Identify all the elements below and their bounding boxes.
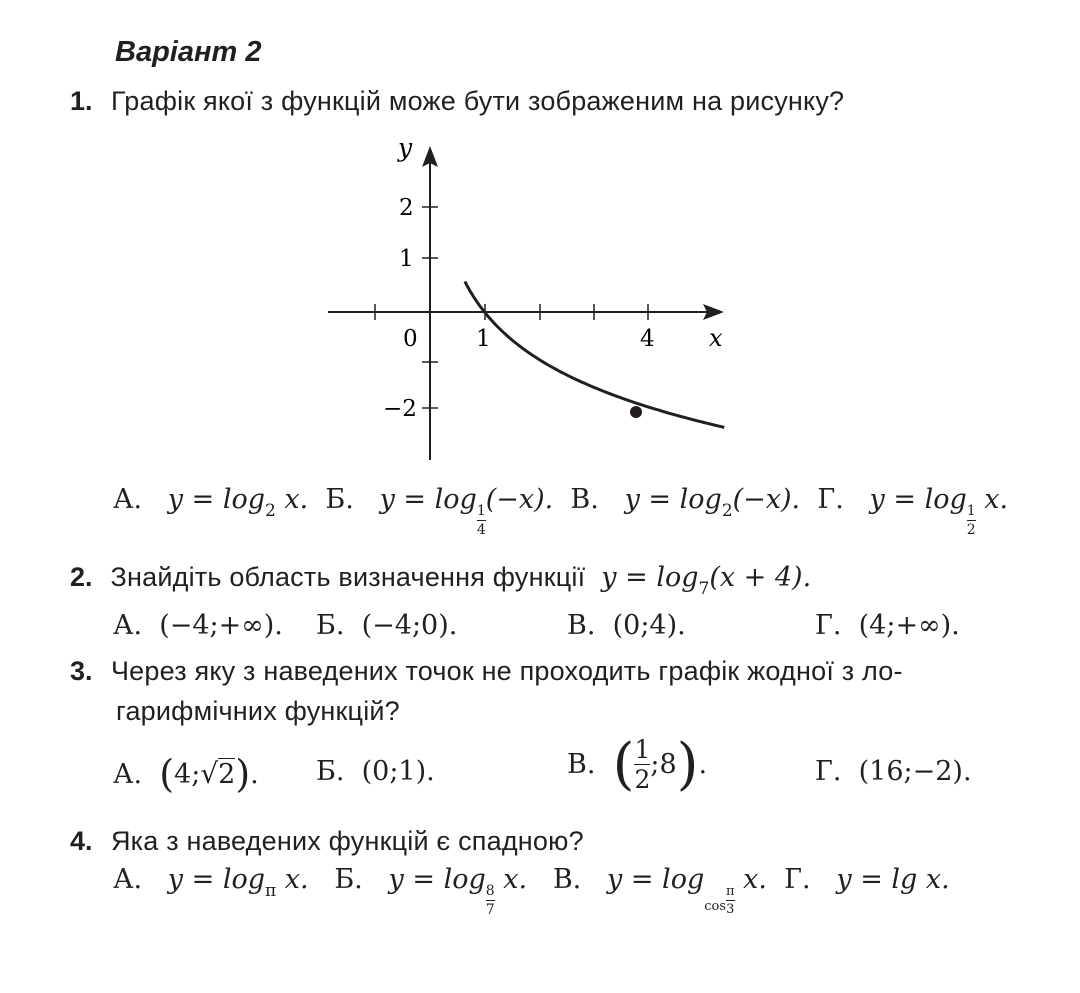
paren-close: ) xyxy=(235,752,251,796)
question-4-text: Яка з наведених функцій є спадною? xyxy=(110,826,584,856)
fraction-numerator: 1 xyxy=(634,735,651,764)
question-2-func: y = log xyxy=(601,562,699,593)
answer-a-coord: 4; xyxy=(174,759,201,790)
answer-a-base: π xyxy=(265,881,277,901)
answer-d-letter: Г. xyxy=(815,610,842,641)
answer-a-base: 2 xyxy=(265,501,276,521)
answer-c-letter: В. xyxy=(570,484,599,515)
answer-d-arg: x. xyxy=(975,484,1009,515)
answer-a-letter: А. xyxy=(113,759,143,790)
y-axis-label: y xyxy=(398,133,413,162)
answer-a-letter: А. xyxy=(113,864,143,895)
q3-answer-b xyxy=(316,756,435,787)
answer-b-arg: x. xyxy=(494,864,528,895)
answer-c-letter: В. xyxy=(567,610,596,641)
q3-answer-a xyxy=(113,752,259,796)
x-tick-label-1: 1 xyxy=(476,326,491,352)
answer-a-value: (−4;+∞). xyxy=(159,610,283,641)
question-4-line xyxy=(70,826,584,857)
answer-c-func: y = log xyxy=(624,484,722,515)
y-tick-label-neg2: −2 xyxy=(383,396,417,422)
question-4-number: 4. xyxy=(70,826,93,856)
q2-answer-a xyxy=(113,610,283,641)
answer-d-value: (4;+∞). xyxy=(858,610,960,641)
answer-c-letter: В. xyxy=(567,749,596,780)
answer-c-base: 2 xyxy=(721,501,733,521)
answer-a-letter: А. xyxy=(113,484,143,515)
fraction-denominator: 2 xyxy=(634,765,651,794)
question-1-answers xyxy=(113,484,1009,538)
function-graph xyxy=(320,132,740,472)
answer-c-value: (0;4). xyxy=(612,610,686,641)
question-2-arg: (x + 4). xyxy=(709,562,812,593)
q2-answer-d xyxy=(815,610,960,641)
answer-b-letter: Б. xyxy=(325,484,354,515)
answer-c-coord: ;8 xyxy=(650,749,677,780)
question-2-text: Знайдіть область визначення функції xyxy=(110,562,586,592)
answer-a-radicand: 2 xyxy=(218,759,236,790)
q2-answer-b xyxy=(316,610,457,641)
answer-a-period: . xyxy=(250,759,259,790)
answer-d-func: y = lg xyxy=(836,864,918,895)
y-tick-label-1: 1 xyxy=(399,246,414,272)
answer-b-letter: Б. xyxy=(316,756,345,787)
highlighted-point xyxy=(630,406,642,418)
answer-d-arg: x. xyxy=(917,864,950,895)
answer-b-value: (−4;0). xyxy=(361,610,458,641)
answer-d-base-fraction xyxy=(967,504,976,537)
fraction-denominator: 2 xyxy=(966,522,976,538)
answer-b-letter: Б. xyxy=(334,864,363,895)
big-paren-open: ( xyxy=(612,732,635,797)
question-1-text: Графік якої з функцій може бути зображеним на рисунку? xyxy=(110,86,845,116)
answer-b-base-fraction xyxy=(486,884,495,917)
answer-c-func: y = log xyxy=(607,864,705,895)
answer-d-letter: Г. xyxy=(815,756,842,787)
q3-answer-d xyxy=(815,756,972,787)
fraction-denominator: 3 xyxy=(726,902,735,917)
q2-answer-c xyxy=(567,610,686,641)
question-1-line xyxy=(70,86,844,117)
question-2-line xyxy=(70,562,812,599)
fraction-numerator: 1 xyxy=(966,503,976,519)
answer-d-value: (16;−2). xyxy=(858,756,972,787)
answer-b-arg: (−x). xyxy=(485,484,554,515)
question-2-base: 7 xyxy=(698,579,710,599)
answer-b-func: y = log xyxy=(388,864,486,895)
question-2-number: 2. xyxy=(70,562,93,592)
answer-c-arg: (−x). xyxy=(732,484,801,515)
fraction-numerator: 1 xyxy=(476,503,486,519)
answer-a-arg: x. xyxy=(276,864,309,895)
answer-d-letter: Г. xyxy=(784,864,811,895)
fraction-numerator: 8 xyxy=(485,883,495,899)
log-curve xyxy=(465,282,724,428)
answer-a-func: y = log xyxy=(167,484,265,515)
question-1-number: 1. xyxy=(70,86,93,116)
question-3-text-line-1: Через яку з наведених точок не проходить графік жодної з ло- xyxy=(110,656,903,686)
x-axis-label: x xyxy=(709,324,723,352)
answer-c-fraction xyxy=(634,737,650,792)
paren-open: ( xyxy=(159,752,175,796)
answer-a-arg: x. xyxy=(275,484,309,515)
question-3-line-1 xyxy=(70,656,903,687)
fraction-numerator: π xyxy=(726,884,735,899)
fraction-denominator: 4 xyxy=(476,522,486,538)
question-3-number: 3. xyxy=(70,656,93,686)
answer-b-value: (0;1). xyxy=(361,756,435,787)
question-4-answers xyxy=(113,864,950,918)
answer-a-letter: А. xyxy=(113,610,143,641)
question-3-text-line-2: гарифмічних функцій? xyxy=(116,696,400,726)
sqrt-sign-icon: √ xyxy=(200,757,219,790)
answer-b-letter: Б. xyxy=(316,610,345,641)
answer-b-func: y = log xyxy=(379,484,477,515)
x-tick-label-4: 4 xyxy=(640,326,655,352)
answer-c-arg: x. xyxy=(734,864,767,895)
answer-d-func: y = log xyxy=(869,484,967,515)
fraction-denominator: 7 xyxy=(485,902,495,918)
answer-b-base-fraction xyxy=(477,504,486,537)
y-tick-label-2: 2 xyxy=(399,195,414,221)
q3-answer-c xyxy=(567,732,707,812)
answer-d-letter: Г. xyxy=(817,484,844,515)
answer-a-func: y = log xyxy=(167,864,265,895)
answer-c-base-fraction xyxy=(726,885,735,916)
big-paren-close: ) xyxy=(676,732,699,797)
variant-title: Варіант 2 xyxy=(115,36,262,68)
answer-c-base-cos: cos xyxy=(704,899,727,914)
answer-c-period: . xyxy=(698,749,708,780)
origin-label: 0 xyxy=(403,326,418,352)
answer-c-letter: В. xyxy=(552,864,582,895)
